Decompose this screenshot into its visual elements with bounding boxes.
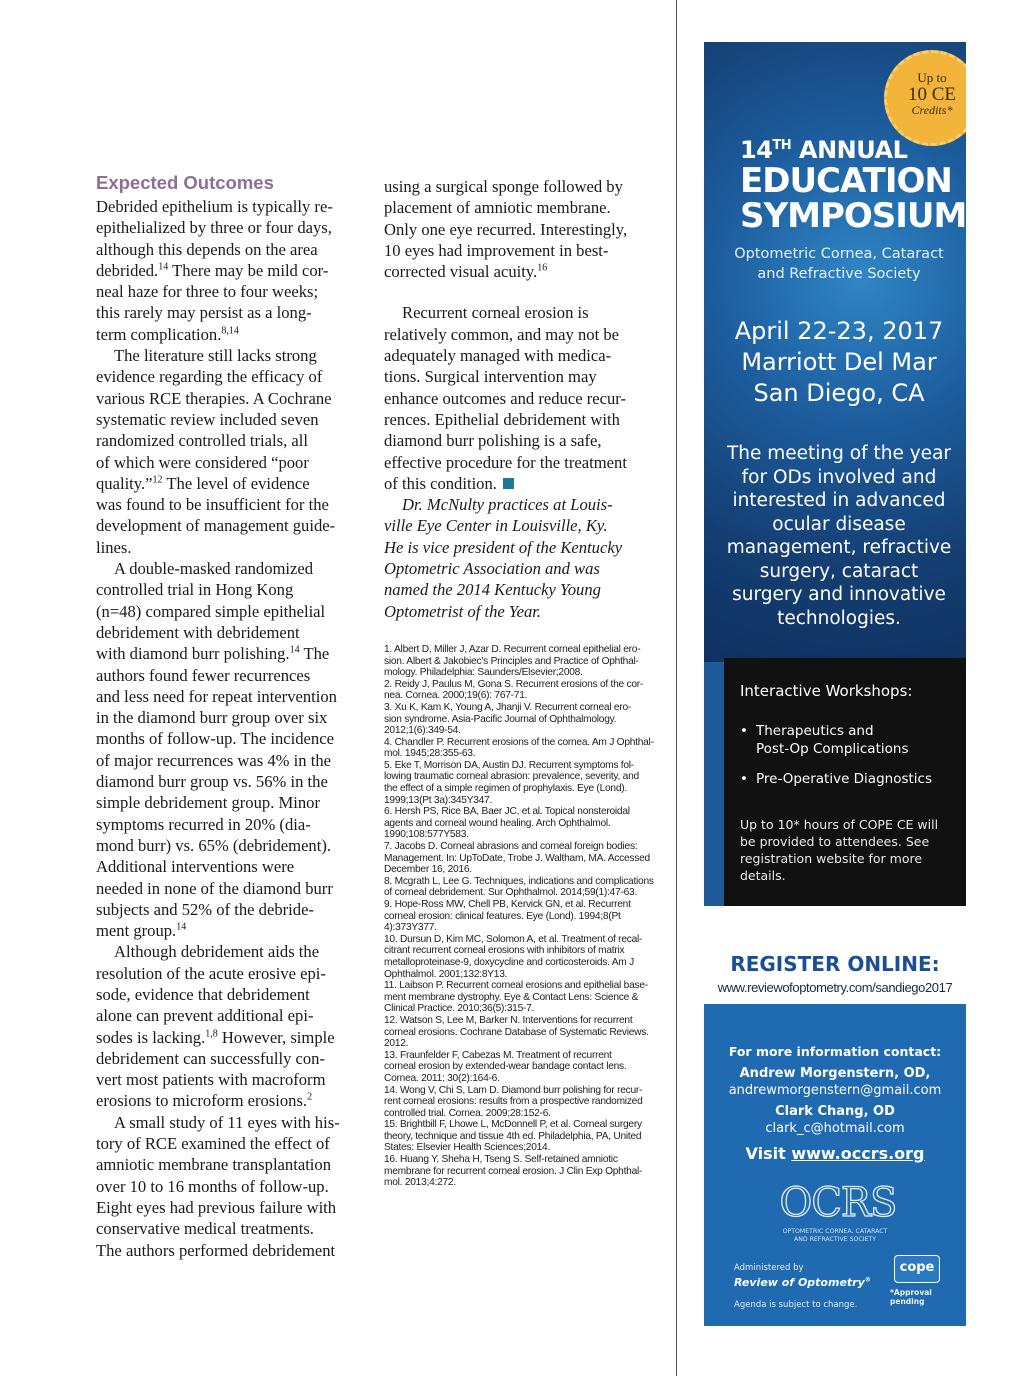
contact-title: For more information contact:	[728, 1044, 942, 1059]
contact-section	[704, 1004, 966, 1326]
paragraph: A small study of 11 eyes with his- tory of RCE examined the effect of amniotic membrane transplantation over 10 to 16 months of follow-up. Eight eyes had previous failure with conservative medical treatments. The authors performed debridement	[96, 1112, 340, 1260]
administered-by: Administered by	[734, 1263, 804, 1273]
contact-name: Andrew Morgenstern, OD,	[739, 1066, 931, 1081]
paragraph: Debrided epithelium is typically re- epithelialized by three or four days, although this depends on the area debrided.$^{14}$ There may be mild cor- neal haze for three to four weeks; this rarely may persist as a long- term complication.$^{8,14}$	[96, 197, 333, 344]
end-mark-icon	[503, 478, 514, 489]
author-bio: Dr. McNulty practices at Louis- ville Eye Center in Louisville, Ky. He is vice president of the Kentucky Optometric Association and was named the 2014 Kentucky Young Optometrist of the Year.	[384, 495, 623, 621]
meeting-description: The meeting of the year for ODs involved and interested in advanced ocular disease management, refractive surgery, cataract surgery and innovative technologies.	[726, 443, 952, 629]
workshops-box	[724, 658, 966, 906]
event-city: San Diego, CA	[753, 379, 925, 407]
paragraph: The literature still lacks strong evidence regarding the efficacy of various RCE therapies. A Cochrane systematic review included seven randomized controlled trials, all of which were considered “poor quality.”$^{12}$ The level of evidence was found to be insufficient for the development of management guide- lines.	[96, 346, 336, 557]
event-venue: Marriott Del Mar	[741, 348, 937, 376]
workshop-item: • Pre-Operative Diagnostics	[740, 770, 932, 788]
contact-email[interactable]: andrewmorgenstern@gmail.com	[728, 1083, 942, 1098]
workshops-title: Interactive Workshops:	[740, 682, 913, 700]
reference-item: 12. Watson S, Lee M, Barker N. Interventions for recurrent corneal erosions. Cochrane Database of Systematic Reviews. 2012.	[384, 1014, 649, 1050]
article-column-2	[384, 176, 654, 1189]
workshops-note: Up to 10* hours of COPE CE will be provided to attendees. See registration website for more details.	[740, 817, 939, 883]
paragraph: using a surgical sponge followed by placement of amniotic membrane. Only one eye recurred. Interestingly, 10 eyes had improvement in best- corrected visual acuity.$^{16}$	[384, 177, 628, 282]
ocrs-logo-subtitle: OPTOMETRIC CORNEA, CATARACT AND REFRACTIVE SOCIETY	[782, 1228, 888, 1243]
agenda-note: Agenda is subject to change.	[734, 1300, 858, 1310]
contact-name: Clark Chang, OD	[775, 1104, 895, 1119]
reference-item: 4. Chandler P. Recurrent erosions of the cornea. Am J Ophthal- mol. 1945;28:355-63.	[384, 736, 654, 760]
event-date: April 22-23, 2017	[734, 317, 944, 345]
event-details	[724, 316, 954, 409]
website-link[interactable]: www.occrs.org	[791, 1144, 925, 1163]
review-of-optometry-logo: Review of Optometry®	[734, 1276, 871, 1289]
visit-website: Visit www.occrs.org	[745, 1144, 925, 1163]
article-column-1	[96, 172, 362, 1261]
reference-item: 8. Mcgrath L, Lee G. Techniques, indications and complications of corneal debridement. Sur Ophthalmol. 2014;59(1):47-63.	[384, 875, 654, 899]
workshop-item: • Therapeutics and Post-Op Complications	[740, 722, 932, 758]
references-list	[384, 644, 654, 1189]
reference-item: 14. Wong V, Chi S, Lam D. Diamond burr polishing for recur- rent corneal erosions: results from a prospective randomized controlled trial. Cornea. 2009;28:152-6.	[384, 1084, 643, 1119]
symposium-advertisement	[704, 42, 966, 1326]
symposium-title: EDUCATION SYMPOSIUM	[740, 161, 966, 236]
section-heading: Expected Outcomes	[96, 172, 274, 193]
reference-item: 3. Xu K, Kam K, Young A, Jhanji V. Recurrent corneal ero- sion syndrome. Asia-Pacific Journal of Ophthalmology. 2012;1(6):349-54.	[384, 701, 632, 737]
cope-logo: cope	[894, 1255, 940, 1283]
reference-item: 15. Brightbill F, Lhowe L, McDonnell P, et al. Corneal surgery theory, technique and tissue 4th ed. Philadelphia, PA, United States: Elsevier Health Sciences;2014.	[384, 1119, 642, 1154]
reference-item: 1. Albert D, Miller J, Azar D. Recurrent corneal epithelial ero- sion. Albert & Jakobiec’s Principles and Practice of Ophthal- mology. Philadelphia: Saunders/Elsevier;2008.	[384, 643, 641, 679]
register-link[interactable]: www.reviewofoptometry.com/sandiego2017	[717, 980, 953, 995]
reference-item: 6. Hersh PS, Rice BA, Baer JC, et al. Topical nonsteroidal agents and corneal wound healing. Arch Ophthalmol. 1990;108:577Y583.	[384, 806, 630, 841]
annual-label: 14TH ANNUAL	[740, 136, 908, 164]
reference-item: 10. Dursun D, Kim MC, Solomon A, et al. Treatment of recal- citrant recurrent corneal erosions with inhibitors of matrix metalloproteinase-9, doxycycline and corticosteroids. Am J Ophthalmol. 2001;132:8Y13.	[384, 933, 643, 980]
column-divider-line	[676, 0, 677, 1376]
society-name: Optometric Cornea, Cataract and Refractive Society	[734, 246, 944, 282]
reference-item: 2. Reidy J, Paulus M, Gona S. Recurrent erosions of the cor- nea. Cornea. 2000;19(6): 767-71.	[384, 678, 644, 702]
ce-credits-seal: Up to 10 CE Credits*	[884, 50, 966, 146]
reference-item: 13. Fraunfelder F, Cabezas M. Treatment of recurrent corneal erosion by extended-wear bandage contact lens. Cornea. 2011; 30(2):164-6.	[384, 1049, 627, 1084]
reference-item: 16. Huang Y, Sheha H, Tseng S. Self-retained amniotic membrane for recurrent corneal erosion. J Clin Exp Ophthal- mol. 2013;4:272.	[384, 1154, 643, 1189]
reference-item: 7. Jacobs D. Corneal abrasions and corneal foreign bodies: Management. In: UpToDate, Trobe J. Waltham, MA. Accessed December 16, 2016.	[384, 841, 650, 876]
paragraph: Although debridement aids the resolution of the acute erosive epi- sode, evidence that debridement alone can prevent additional epi- sodes is lacking.$^{1,8}$ However, simple debridement can successfully con- vert most patients with macroform erosions to microform erosions.$^2$	[96, 942, 335, 1111]
register-title: REGISTER ONLINE:	[730, 952, 940, 976]
reference-item: 11. Laibson P. Recurrent corneal erosions and epithelial base- ment membrane dystrophy. Eye & Contact Lens: Science & Clinical Practice. 2010;36(5):315-7.	[384, 980, 648, 1015]
contact-email[interactable]: clark_c@hotmail.com	[765, 1121, 905, 1136]
conclusion-paragraph: Recurrent corneal erosion is relatively common, and may not be adequately managed with medica- tions. Surgical intervention may enhance outcomes and reduce recur- rences. Epithelial debridement with diamond burr polishing is a safe, effective procedure for the treatment of this condition.	[384, 303, 627, 493]
reference-item: 5. Eke T, Morrison DA, Austin DJ. Recurrent symptoms fol- lowing traumatic corneal abrasion: prevalence, severity, and the effect of a simple regimen of prophylaxis. Eye (Lond). 1999;13(Pt 3a):345Y347.	[384, 759, 639, 806]
approval-note: *Approval pending	[890, 1288, 932, 1306]
workshops-list	[740, 722, 932, 800]
reference-item: 9. Hope-Ross MW, Chell PB, Kervick GN, et al. Recurrent corneal erosion: clinical features. Eye (Lond). 1994;8(Pt 4):373Y377.	[384, 899, 631, 934]
paragraph: A double-masked randomized controlled trial in Hong Kong (n=48) compared simple epithelial debridement with debridement with diamond burr polishing.$^{14}$ The authors found fewer recurrences and less need for repeat intervention in the diamond burr group over six months of follow-up. The incidence of major recurrences was 4% in the diamond burr group vs. 56% in the simple debridement group. Minor symptoms recurred in 20% (dia- mond burr) vs. 65% (debridement). Additional interventions were needed in none of the diamond burr subjects and 52% of the debride- ment group.$^{14}$	[96, 559, 337, 941]
ocrs-logo: OCRS	[779, 1180, 897, 1226]
